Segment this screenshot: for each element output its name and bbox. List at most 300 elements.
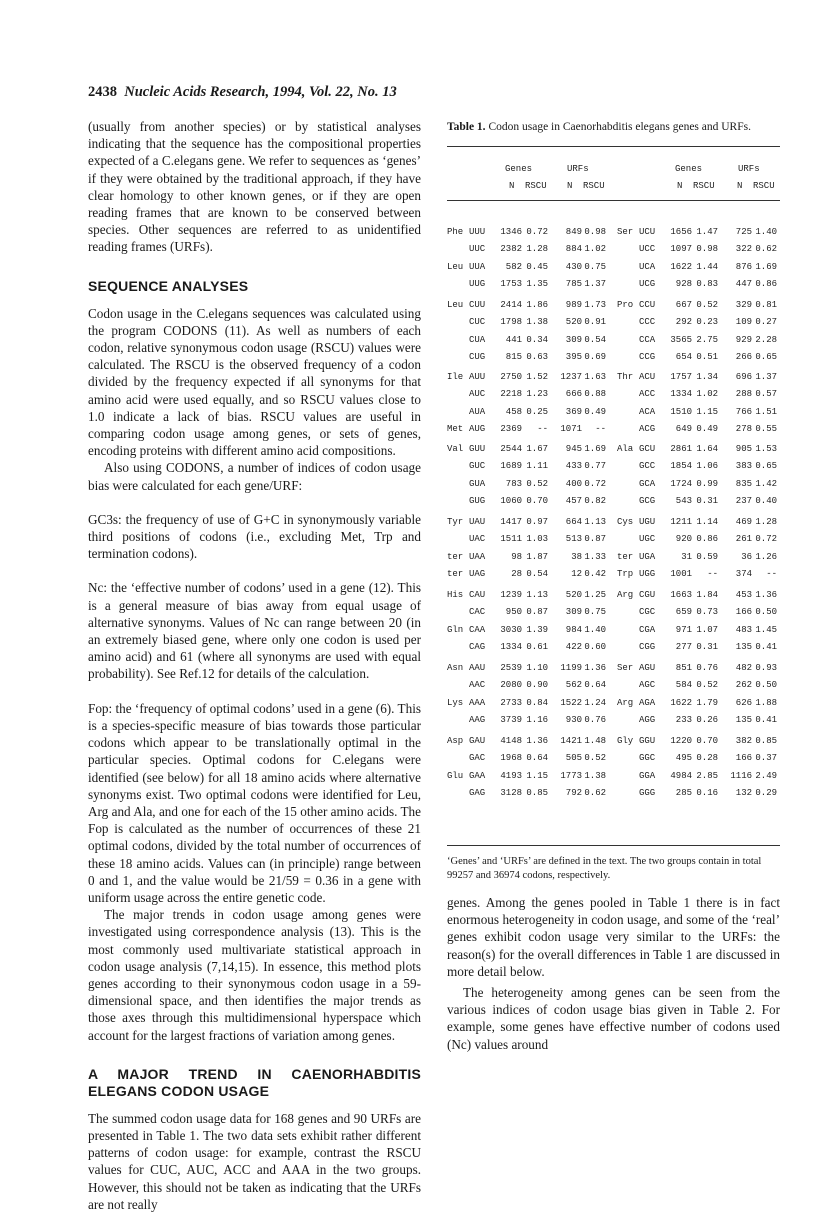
table-cell-rscu-urfs: 1.45 xyxy=(755,624,777,635)
table-cell-n-urfs: 520 xyxy=(565,317,582,328)
table-cell-n-genes: 1854 xyxy=(670,461,692,472)
table-cell-n-genes: 1001 xyxy=(670,569,692,580)
table-cell-n-genes: 1060 xyxy=(500,496,522,507)
table-cell-n-genes: 2750 xyxy=(500,372,522,382)
table-cell-rscu-urfs: 0.75 xyxy=(584,607,606,618)
table-cell-rscu-genes: 0.99 xyxy=(696,478,718,489)
table-cell-codon: AGA xyxy=(639,697,656,708)
table-cell-n-genes: 3128 xyxy=(500,788,522,799)
table-cell-rscu-genes: 0.64 xyxy=(526,753,548,764)
table-cell-rscu-urfs: 2.28 xyxy=(755,334,777,345)
table-cell-aa: Lys xyxy=(447,697,464,708)
table-cell-rscu-genes: 0.23 xyxy=(696,317,718,328)
table-cell-rscu-genes: 1.16 xyxy=(526,715,548,726)
table-cell-n-urfs: 849 xyxy=(565,227,582,237)
table-cell-n-genes: 98 xyxy=(511,551,522,562)
table-cell-codon: GGG xyxy=(639,788,656,799)
header-urfs-right: URFs xyxy=(738,164,760,174)
table-cell-rscu-urfs: 0.62 xyxy=(584,788,606,799)
table-cell-rscu-urfs: -- xyxy=(595,424,606,435)
table-cell-n-urfs: 696 xyxy=(735,372,752,382)
table-cell-rscu-genes: 1.39 xyxy=(526,624,548,635)
table-cell-aa: Leu xyxy=(447,261,464,272)
table-cell-n-genes: 1656 xyxy=(670,227,692,237)
table-cell-n-genes: 1220 xyxy=(670,736,692,746)
table-cell-n-genes: 3739 xyxy=(500,715,522,726)
table-cell-codon: AAA xyxy=(469,697,486,708)
table-cell-codon: GGA xyxy=(639,770,656,781)
table-cell-rscu-urfs: 0.85 xyxy=(755,736,777,746)
table-cell-n-genes: 920 xyxy=(675,534,692,545)
table-cell-rscu-urfs: 0.37 xyxy=(755,753,777,764)
table-cell-rscu-urfs: 0.41 xyxy=(755,642,777,653)
table-cell-codon: CCG xyxy=(639,352,656,363)
table-cell-rscu-genes: 1.13 xyxy=(526,590,548,600)
table-cell-aa: Trp xyxy=(617,569,634,580)
table-cell-aa: ter xyxy=(447,569,464,580)
table-cell-aa: Ala xyxy=(617,444,634,454)
table-cell-n-genes: 2539 xyxy=(500,663,522,673)
table-cell-rscu-genes: 0.73 xyxy=(696,607,718,618)
table-cell-n-genes: 285 xyxy=(675,788,692,799)
journal-citation: Nucleic Acids Research, 1994, Vol. 22, No. 13 xyxy=(124,84,397,100)
table-cell-rscu-genes: 1.15 xyxy=(526,770,548,781)
table-cell-n-urfs: 1116 xyxy=(730,770,752,781)
table-cell-rscu-urfs: -- xyxy=(766,569,777,580)
table-cell-codon: UUA xyxy=(469,261,486,272)
table-cell-codon: CGU xyxy=(639,590,656,600)
table-cell-n-urfs: 929 xyxy=(735,334,752,345)
table-cell-codon: ACU xyxy=(639,372,656,382)
table-cell-n-genes: 2080 xyxy=(500,680,522,691)
table-cell-rscu-genes: 0.90 xyxy=(526,680,548,691)
table-cell-rscu-urfs: 0.76 xyxy=(584,715,606,726)
table-cell-n-genes: 584 xyxy=(675,680,692,691)
table-cell-rscu-genes: 1.67 xyxy=(526,444,548,454)
table-cell-n-urfs: 237 xyxy=(735,496,752,507)
table-cell-n-genes: 1798 xyxy=(500,317,522,328)
table-cell-rscu-genes: 0.70 xyxy=(696,736,718,746)
table-cell-codon: ACG xyxy=(639,424,656,435)
table-cell-n-genes: 1663 xyxy=(670,590,692,600)
table-cell-n-genes: 1724 xyxy=(670,478,692,489)
table-cell-rscu-urfs: 1.13 xyxy=(584,517,606,527)
table-cell-n-genes: 2733 xyxy=(500,697,522,708)
table-cell-n-urfs: 309 xyxy=(565,334,582,345)
table-cell-rscu-genes: 0.98 xyxy=(696,244,718,255)
table-cell-n-genes: 3565 xyxy=(670,334,692,345)
table-cell-rscu-genes: 0.31 xyxy=(696,496,718,507)
table-cell-n-genes: 659 xyxy=(675,607,692,618)
table-cell-n-genes: 1334 xyxy=(500,642,522,653)
table-cell-rscu-genes: 1.64 xyxy=(696,444,718,454)
table-cell-rscu-genes: 0.25 xyxy=(526,406,548,417)
table-cell-codon: UCC xyxy=(639,244,656,255)
paragraph-indices: Also using CODONS, a number of indices of codon usage bias were calculated for each gene/URF: xyxy=(88,460,421,493)
table-header-rule xyxy=(447,200,780,201)
table-cell-n-urfs: 666 xyxy=(565,389,582,400)
table-cell-n-genes: 28 xyxy=(511,569,522,580)
table-cell-n-genes: 1968 xyxy=(500,753,522,764)
table-cell-aa: Val xyxy=(447,444,464,454)
table-cell-codon: ACA xyxy=(639,406,656,417)
table-cell-rscu-genes: 0.16 xyxy=(696,788,718,799)
table-cell-rscu-genes: 0.63 xyxy=(526,352,548,363)
table-cell-n-genes: 783 xyxy=(505,478,522,489)
table-cell-n-genes: 4148 xyxy=(500,736,522,746)
table-cell-n-urfs: 135 xyxy=(735,715,752,726)
table-cell-n-urfs: 1237 xyxy=(560,372,582,382)
table-cell-n-urfs: 288 xyxy=(735,389,752,400)
table-cell-n-urfs: 1071 xyxy=(560,424,582,435)
table-cell-rscu-urfs: 0.40 xyxy=(755,496,777,507)
table-cell-codon: UCU xyxy=(639,227,656,237)
table-cell-rscu-genes: 1.14 xyxy=(696,517,718,527)
table-cell-rscu-urfs: 0.98 xyxy=(584,227,606,237)
table-cell-n-urfs: 12 xyxy=(571,569,582,580)
table-cell-codon: CGA xyxy=(639,624,656,635)
table-cell-n-genes: 851 xyxy=(675,663,692,673)
table-title: Codon usage in Caenorhabditis elegans genes and URFs. xyxy=(488,121,751,133)
table-cell-rscu-urfs: 0.27 xyxy=(755,317,777,328)
table-cell-rscu-urfs: 1.38 xyxy=(584,770,606,781)
paragraph-heterogeneity: The heterogeneity among genes can be seen from the various indices of codon usage bias given in Table 2. For example, some genes have effective number of codons used (Nc) values around xyxy=(447,985,780,1052)
table-cell-rscu-genes: 0.72 xyxy=(526,227,548,237)
table-cell-codon: AUC xyxy=(469,389,486,400)
table-cell-rscu-genes: 0.54 xyxy=(526,569,548,580)
table-cell-aa: Arg xyxy=(617,697,634,708)
table-caption xyxy=(447,121,751,133)
table-cell-rscu-genes: 1.07 xyxy=(696,624,718,635)
table-cell-codon: CCU xyxy=(639,300,656,310)
table-cell-codon: UGA xyxy=(639,551,656,562)
table-cell-n-genes: 928 xyxy=(675,279,692,290)
table-cell-rscu-genes: 0.97 xyxy=(526,517,548,527)
table-cell-n-urfs: 422 xyxy=(565,642,582,653)
table-cell-n-urfs: 792 xyxy=(565,788,582,799)
paragraph-codons: Codon usage in the C.elegans sequences was calculated using the program CODONS (11). As well as numbers of each codon, relative synonymous codon usage (RSCU) values were calculated. The RSCU is the observed frequency of a codon divided by the frequency expected if all synonyms for that amino acid were used equally, and so RSCU values close to 1.0 indicate a lack of bias. RSCU values are useful in comparing codon usage among genes, or sets of genes, encoding proteins with different amino acid compositions. xyxy=(88,305,421,459)
table-cell-n-urfs: 945 xyxy=(565,444,582,454)
table-cell-n-genes: 1511 xyxy=(500,534,522,545)
table-cell-n-genes: 971 xyxy=(675,624,692,635)
table-cell-rscu-urfs: 0.82 xyxy=(584,496,606,507)
table-cell-rscu-urfs: 0.64 xyxy=(584,680,606,691)
paragraph-gc3s: GC3s: the frequency of use of G+C in synonymously variable third positions of codons (i.e., excluding Met, Trp and termination codons). xyxy=(88,511,421,562)
table-cell-aa: Leu xyxy=(447,300,464,310)
table-cell-codon: UAA xyxy=(469,551,486,562)
table-cell-codon: CAU xyxy=(469,590,486,600)
table-cell-rscu-urfs: 1.40 xyxy=(755,227,777,237)
table-cell-codon: GAA xyxy=(469,770,486,781)
table-cell-n-genes: 1510 xyxy=(670,406,692,417)
heading-major-trend: A MAJOR TREND IN CAENORHABDITIS ELEGANS CODON USAGE xyxy=(88,1065,421,1099)
table-cell-n-genes: 654 xyxy=(675,352,692,363)
table-cell-codon: GAG xyxy=(469,788,486,799)
table-cell-n-urfs: 513 xyxy=(565,534,582,545)
left-column xyxy=(88,118,421,1213)
table-cell-n-urfs: 369 xyxy=(565,406,582,417)
table-cell-rscu-urfs: 0.60 xyxy=(584,642,606,653)
paragraph-fop: Fop: the ‘frequency of optimal codons’ used in a gene (6). This is a species-specific measure of bias towards those particular codons which appear to be translationally optimal in the particular species. Optimal codons for C.elegans were identified (see below) for all 18 amino acids where alternative synonyms exist. Two optimal codons were identified for Leu, Arg and Ala, and one for each of the 15 other amino acids. The Fop is calculated as the number of occurrences of these 21 optimal codons, divided by the total number of occurrences of these 18 amino acids. Values can (in principle) range between 0 and 1, and the value would be 21/59 = 0.36 in a gene with uniform usage across the entire genetic code. xyxy=(88,700,421,905)
header-n: N xyxy=(677,181,683,191)
header-n: N xyxy=(509,181,515,191)
table-cell-n-genes: 1689 xyxy=(500,461,522,472)
table-cell-rscu-urfs: 0.87 xyxy=(584,534,606,545)
table-cell-rscu-genes: 1.52 xyxy=(526,372,548,382)
table-cell-aa: Gln xyxy=(447,624,464,635)
table-cell-n-urfs: 109 xyxy=(735,317,752,328)
table-cell-n-urfs: 374 xyxy=(735,569,752,580)
table-cell-n-genes: 441 xyxy=(505,334,522,345)
table-cell-rscu-genes: 0.51 xyxy=(696,352,718,363)
table-cell-n-urfs: 520 xyxy=(565,590,582,600)
table-cell-n-urfs: 482 xyxy=(735,663,752,673)
table-cell-n-urfs: 382 xyxy=(735,736,752,746)
table-cell-rscu-genes: 1.03 xyxy=(526,534,548,545)
table-cell-codon: ACC xyxy=(639,389,656,400)
table-cell-n-urfs: 262 xyxy=(735,680,752,691)
table-cell-codon: GUC xyxy=(469,461,486,472)
table-cell-aa: Glu xyxy=(447,770,464,781)
table-cell-aa: His xyxy=(447,590,464,600)
table-cell-aa: ter xyxy=(617,551,634,562)
table-cell-n-urfs: 1522 xyxy=(560,697,582,708)
table-cell-rscu-urfs: 0.88 xyxy=(584,389,606,400)
table-cell-rscu-urfs: 0.77 xyxy=(584,461,606,472)
table-cell-rscu-genes: 1.44 xyxy=(696,261,718,272)
table-cell-n-urfs: 395 xyxy=(565,352,582,363)
table-cell-aa: Met xyxy=(447,424,464,435)
header-rscu: RSCU xyxy=(525,181,547,191)
table-cell-n-urfs: 785 xyxy=(565,279,582,290)
table-cell-codon: GGU xyxy=(639,736,656,746)
table-cell-codon: AAG xyxy=(469,715,486,726)
table-cell-rscu-urfs: 1.37 xyxy=(584,279,606,290)
table-cell-n-urfs: 1773 xyxy=(560,770,582,781)
table-cell-n-urfs: 835 xyxy=(735,478,752,489)
table-cell-rscu-genes: 0.59 xyxy=(696,551,718,562)
table-cell-n-genes: 1417 xyxy=(500,517,522,527)
table-cell-n-genes: 815 xyxy=(505,352,522,363)
table-cell-aa: Arg xyxy=(617,590,634,600)
table-cell-codon: UUG xyxy=(469,279,486,290)
table-cell-aa: Tyr xyxy=(447,517,464,527)
table-cell-rscu-urfs: 1.24 xyxy=(584,697,606,708)
table-cell-rscu-genes: 0.83 xyxy=(696,279,718,290)
table-cell-aa: Gly xyxy=(617,736,634,746)
table-cell-n-urfs: 166 xyxy=(735,607,752,618)
table-cell-rscu-urfs: 1.69 xyxy=(584,444,606,454)
table-cell-aa: Phe xyxy=(447,227,464,237)
table-cell-rscu-urfs: 1.25 xyxy=(584,590,606,600)
table-cell-codon: CGC xyxy=(639,607,656,618)
table-cell-rscu-urfs: 1.33 xyxy=(584,551,606,562)
table-cell-codon: UAG xyxy=(469,569,486,580)
header-n: N xyxy=(567,181,573,191)
table-cell-rscu-urfs: 0.65 xyxy=(755,461,777,472)
header-rscu: RSCU xyxy=(693,181,715,191)
header-urfs-left: URFs xyxy=(567,164,589,174)
table-cell-aa: Asn xyxy=(447,663,464,673)
table-cell-n-urfs: 664 xyxy=(565,517,582,527)
table-cell-rscu-urfs: 1.63 xyxy=(584,372,606,382)
table-cell-rscu-urfs: 1.36 xyxy=(755,590,777,600)
table-cell-codon: AGC xyxy=(639,680,656,691)
table-cell-n-genes: 582 xyxy=(505,261,522,272)
table-cell-rscu-genes: 1.47 xyxy=(696,227,718,237)
table-cell-rscu-genes: 0.28 xyxy=(696,753,718,764)
header-rscu: RSCU xyxy=(753,181,775,191)
paragraph-nc: Nc: the ‘effective number of codons’ used in a gene (12). This is a general measure of bias away from equal usage of alternative synonyms. Values of Nc can range between 20 (in an extremely biased gene, where only one codon is used per amino acid) and 61 (where all synonyms are used with equal probability). See Ref.12 for details of the calculation. xyxy=(88,580,421,682)
table-cell-rscu-urfs: 0.57 xyxy=(755,389,777,400)
page-number: 2438 xyxy=(88,84,117,100)
table-cell-n-genes: 31 xyxy=(681,551,692,562)
table-cell-rscu-urfs: 0.65 xyxy=(755,352,777,363)
table-cell-n-urfs: 453 xyxy=(735,590,752,600)
table-cell-rscu-genes: 1.15 xyxy=(696,406,718,417)
table-cell-codon: CGG xyxy=(639,642,656,653)
table-cell-n-genes: 4193 xyxy=(500,770,522,781)
table-cell-rscu-genes: 1.10 xyxy=(526,663,548,673)
table-cell-aa: Thr xyxy=(617,372,634,382)
table-cell-rscu-urfs: 1.69 xyxy=(755,261,777,272)
table-cell-rscu-urfs: 1.42 xyxy=(755,478,777,489)
table-cell-n-urfs: 876 xyxy=(735,261,752,272)
right-column xyxy=(447,894,780,1053)
table-cell-aa: Pro xyxy=(617,300,634,310)
table-cell-n-urfs: 38 xyxy=(571,551,582,562)
table-cell-rscu-genes: 1.84 xyxy=(696,590,718,600)
table-cell-rscu-genes: 1.02 xyxy=(696,389,718,400)
table-cell-codon: CCC xyxy=(639,317,656,328)
table-cell-rscu-genes: 1.35 xyxy=(526,279,548,290)
table-cell-rscu-urfs: 1.28 xyxy=(755,517,777,527)
table-cell-rscu-urfs: 0.69 xyxy=(584,352,606,363)
table-cell-codon: UGG xyxy=(639,569,656,580)
table-cell-codon: CUG xyxy=(469,352,486,363)
table-cell-rscu-genes: 0.52 xyxy=(696,300,718,310)
table-cell-codon: UCG xyxy=(639,279,656,290)
table-cell-n-genes: 1346 xyxy=(500,227,522,237)
table-cell-n-genes: 1097 xyxy=(670,244,692,255)
table-cell-codon: CAC xyxy=(469,607,486,618)
table-cell-codon: UUC xyxy=(469,244,486,255)
table-cell-n-urfs: 562 xyxy=(565,680,582,691)
table-cell-rscu-urfs: 0.93 xyxy=(755,663,777,673)
table-cell-codon: CUC xyxy=(469,317,486,328)
table-cell-codon: AGU xyxy=(639,663,656,673)
table-cell-rscu-urfs: 0.49 xyxy=(584,406,606,417)
header-rscu: RSCU xyxy=(583,181,605,191)
table-cell-n-urfs: 766 xyxy=(735,406,752,417)
table-cell-codon: UGU xyxy=(639,517,656,527)
table-cell-rscu-genes: 1.79 xyxy=(696,697,718,708)
table-cell-rscu-genes: 0.31 xyxy=(696,642,718,653)
table-cell-n-genes: 649 xyxy=(675,424,692,435)
table-cell-n-urfs: 266 xyxy=(735,352,752,363)
table-cell-rscu-urfs: 1.88 xyxy=(755,697,777,708)
table-cell-rscu-urfs: 0.81 xyxy=(755,300,777,310)
table-cell-codon: GUU xyxy=(469,444,486,454)
table-footnote: ‘Genes’ and ‘URFs’ are defined in the text. The two groups contain in total 99257 and 36974 codons, respectively. xyxy=(447,856,762,881)
table-cell-n-urfs: 135 xyxy=(735,642,752,653)
table-cell-rscu-genes: 1.87 xyxy=(526,551,548,562)
table-cell-n-genes: 543 xyxy=(675,496,692,507)
table-cell-codon: GCC xyxy=(639,461,656,472)
table-cell-n-urfs: 457 xyxy=(565,496,582,507)
table-cell-n-genes: 1622 xyxy=(670,261,692,272)
table-cell-n-urfs: 36 xyxy=(741,551,752,562)
table-cell-n-genes: 950 xyxy=(505,607,522,618)
table-cell-n-urfs: 430 xyxy=(565,261,582,272)
table-cell-rscu-genes: 0.52 xyxy=(526,478,548,489)
table-cell-rscu-urfs: 0.42 xyxy=(584,569,606,580)
table-cell-n-genes: 2382 xyxy=(500,244,522,255)
table-cell-rscu-urfs: 0.50 xyxy=(755,680,777,691)
table-bottom-rule xyxy=(447,845,780,846)
table-cell-n-urfs: 884 xyxy=(565,244,582,255)
table-cell-rscu-urfs: 1.51 xyxy=(755,406,777,417)
paragraph-trends: The major trends in codon usage among genes were investigated using correspondence analysis (13). This is the most commonly used multivariate statistical approach in codon usage analysis (7,14,15). In essence, this method plots genes according to their synonymous codon usage in a 59-dimensional space, and then identifies the major trends as those axes through this multidimensional hyperspace which account for the largest fractions of variation among genes. xyxy=(88,907,421,1043)
header-n: N xyxy=(737,181,743,191)
table-cell-rscu-genes: 0.52 xyxy=(696,680,718,691)
table-cell-codon: AGG xyxy=(639,715,656,726)
table-cell-codon: GCU xyxy=(639,444,656,454)
table-cell-aa: ter xyxy=(447,551,464,562)
table-cell-n-urfs: 329 xyxy=(735,300,752,310)
table-top-rule xyxy=(447,146,780,147)
table-cell-rscu-genes: 0.86 xyxy=(696,534,718,545)
table-cell-aa: Ser xyxy=(617,663,634,673)
table-cell-rscu-urfs: 1.73 xyxy=(584,300,606,310)
table-cell-n-genes: 1239 xyxy=(500,590,522,600)
table-cell-rscu-genes: 1.34 xyxy=(696,372,718,382)
table-cell-rscu-genes: 0.61 xyxy=(526,642,548,653)
table-cell-n-urfs: 447 xyxy=(735,279,752,290)
table-cell-n-genes: 667 xyxy=(675,300,692,310)
table-cell-rscu-urfs: 1.37 xyxy=(755,372,777,382)
table-cell-rscu-urfs: 0.62 xyxy=(755,244,777,255)
table-cell-rscu-genes: 1.23 xyxy=(526,389,548,400)
table-cell-codon: UUU xyxy=(469,227,486,237)
table-cell-n-urfs: 309 xyxy=(565,607,582,618)
table-cell-codon: CCA xyxy=(639,334,656,345)
table-cell-rscu-genes: 0.70 xyxy=(526,496,548,507)
table-cell-n-genes: 277 xyxy=(675,642,692,653)
table-cell-n-urfs: 383 xyxy=(735,461,752,472)
table-cell-aa: Ser xyxy=(617,227,634,237)
paragraph-continued: genes. Among the genes pooled in Table 1 there is in fact enormous heterogeneity in codon usage, and some of the ‘real’ genes exhibit codon usage very similar to the URFs: the reason(s) for the overall differences in Table 1 are discussed in more detail below. xyxy=(447,895,780,979)
table-cell-n-genes: 458 xyxy=(505,406,522,417)
heading-sequence-analyses: SEQUENCE ANALYSES xyxy=(88,277,249,294)
table-cell-codon: GAU xyxy=(469,736,486,746)
table-cell-rscu-genes: -- xyxy=(707,569,718,580)
table-cell-rscu-urfs: 1.53 xyxy=(755,444,777,454)
table-label: Table 1. xyxy=(447,121,486,133)
table-cell-n-urfs: 984 xyxy=(565,624,582,635)
table-cell-codon: AUA xyxy=(469,406,486,417)
table-cell-rscu-genes: 0.49 xyxy=(696,424,718,435)
table-cell-n-urfs: 930 xyxy=(565,715,582,726)
table-cell-rscu-genes: 1.06 xyxy=(696,461,718,472)
table-cell-rscu-genes: 1.38 xyxy=(526,317,548,328)
table-cell-rscu-genes: 1.11 xyxy=(526,461,548,472)
table-cell-codon: GCA xyxy=(639,478,656,489)
table-cell-codon: GCG xyxy=(639,496,656,507)
table-cell-n-urfs: 905 xyxy=(735,444,752,454)
table-cell-n-urfs: 505 xyxy=(565,753,582,764)
table-cell-n-urfs: 483 xyxy=(735,624,752,635)
